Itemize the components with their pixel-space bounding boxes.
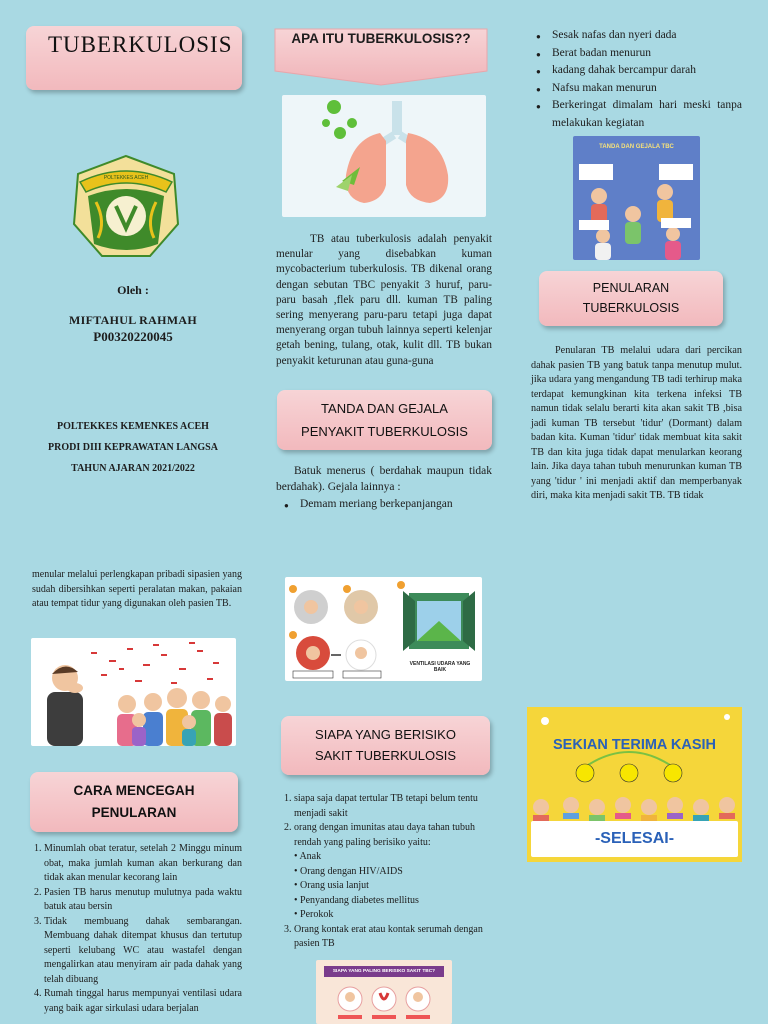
risk-sub-item: • Perokok bbox=[294, 909, 334, 920]
logo-text: POLTEKKES ACEH bbox=[103, 175, 149, 181]
by-label: Oleh : bbox=[117, 283, 149, 297]
lung-illustration bbox=[282, 95, 486, 217]
spread-heading: PENULARAN TUBERKULOSIS bbox=[582, 281, 680, 315]
risk-sub-item: • Orang usia lanjut bbox=[294, 880, 369, 891]
symptom-image-title: TANDA DAN GEJALA TBC bbox=[599, 144, 674, 150]
what-is-heading-box bbox=[273, 27, 489, 87]
tb-description: TB atau tuberkulosis adalah penyakit menular yang disebabkan kuman mycobacterium tuberkulosis. TB dikenal orang dengan sebutan TBC penyakit 3 huruf, paru-paru basah ,flek paru dll. kuman TB paling sering menyerang paru-paru tetapi juga dapat menyerang organ tubuh lainnya seperti kelenjar getah bening, tulang, otak, kulit dll. TB bukan penyakit keturunan atau guna-guna bbox=[276, 233, 492, 367]
list-item: 1. siapa saja dapat tertular TB tetapi belum tentu menjadi sakit bbox=[294, 792, 483, 821]
list-item: ● Berat badan menurun bbox=[534, 45, 742, 63]
list-item: ● Nafsu makan menurun bbox=[534, 80, 742, 98]
author-id: P00320220045 bbox=[93, 329, 173, 344]
institution-line: TAHUN AJARAN 2021/2022 bbox=[71, 463, 195, 474]
institution-line: POLTEKKES KEMENKES ACEH bbox=[57, 421, 209, 432]
risk-sub-item: • Orang dengan HIV/AIDS bbox=[294, 865, 403, 877]
institution-line: PRODI DIII KEPRAWATAN LANGSA bbox=[48, 442, 218, 453]
risk-heading-box bbox=[281, 716, 490, 775]
list-item-text: orang dengan imunitas atau daya tahan tubuh rendah yang paling berisiko yaitu: bbox=[294, 822, 476, 848]
signs-list bbox=[282, 497, 492, 512]
list-item: ● Berkeringat dimalam hari meski tanpa melakukan kegiatan bbox=[534, 97, 742, 132]
risk-image-title: SIAPA YANG PALING BERISIKO SAKIT TBC? bbox=[324, 966, 444, 977]
symptoms-illustration bbox=[573, 136, 700, 260]
spread-heading-box bbox=[539, 271, 723, 326]
list-item: ● Demam meriang berkepanjangan bbox=[282, 497, 492, 512]
brochure-title-box bbox=[26, 26, 242, 90]
thanks-title: SEKIAN TERIMA KASIH bbox=[553, 737, 716, 753]
thanks-end: -SELESAI- bbox=[531, 821, 738, 857]
coughing-illustration bbox=[31, 638, 236, 746]
prevent-heading-box bbox=[30, 772, 238, 832]
spread-continued-text: menular melalui perlengkapan pribadi sipasien yang sudah dibersihkan seperti peralatan makan, pakaian atau tempat tidur yang digunakan oleh pasien TB. bbox=[32, 569, 242, 609]
list-item: ● kadang dahak bercampur darah bbox=[534, 62, 742, 80]
prevention-steps-illustration bbox=[285, 577, 482, 681]
list-item: ● Sesak nafas dan nyeri dada bbox=[534, 27, 742, 45]
risk-sub-item: • Anak bbox=[294, 851, 322, 862]
list-item: 3. Tidak membuang dahak sembarangan. Membuang dahak ditempat khusus dan tertutup seperti kelubang WC atau wastafel dengan mengalirkan atau menyiram air pada dahak yang telah dibuang bbox=[44, 915, 242, 988]
what-is-heading: APA ITU TUBERKULOSIS?? bbox=[291, 31, 471, 46]
institution-block bbox=[0, 416, 266, 479]
thank-you-card bbox=[527, 707, 742, 862]
signs-intro: Batuk menerus ( berdahak maupun tidak berdahak). Gejala lainnya : bbox=[276, 465, 492, 493]
risk-sub-item: • Penyandang diabetes mellitus bbox=[294, 894, 419, 906]
list-item: 2. Pasien TB harus menutup mulutnya pada waktu batuk atau bersin bbox=[44, 886, 242, 915]
prevent-heading: CARA MENCEGAH PENULARAN bbox=[73, 783, 195, 820]
list-item: 3. Orang kontak erat atau kontak serumah dengan pasien TB bbox=[294, 923, 483, 952]
risk-illustration bbox=[316, 960, 452, 1024]
list-item: 1. Minumlah obat teratur, setelah 2 Minggu minum obat, maka jumlah kuman akan berkurang dan tidak akan menular kecorang lain bbox=[44, 842, 242, 886]
spread-text: Penularan TB melalui udara dari percikan dahak pasien TB yang batuk tanpa menutup mulut. jika udara yang mengandung TB tadi terhirup maka terdapat kemungkinan kita terkena infeksi TB namun tidak selalu berarti kita akan sakit TB ,bisa jadi kuman TB tersebut 'tidur' (Dormant) dalam badan kita. Kuman 'tidur' tidak membuat kita sakit TB dan kita juga tidak dapat menularkan keorang lain. Jika daya tahan tubuh menurunkan kuman TB yang 'tidur ' ini menjadi aktif dan memperbanyak diri, maka kita menjadi sakit TB. TB tidak bbox=[531, 345, 742, 501]
ventilation-label: VENTILASI UDARA YANG BAIK bbox=[409, 661, 471, 673]
risk-list bbox=[283, 792, 483, 952]
symptom-list bbox=[534, 27, 742, 132]
risk-heading: SIAPA YANG BERISIKO SAKIT TUBERKULOSIS bbox=[314, 727, 457, 763]
signs-heading-box bbox=[277, 390, 492, 450]
list-item: 4. Rumah tinggal harus mempunyai ventilasi udara yang baik agar sirkulasi udara berjalan bbox=[44, 987, 242, 1016]
poltekkes-logo bbox=[70, 152, 182, 264]
author-name: MIFTAHUL RAHMAH bbox=[69, 313, 197, 327]
prevent-list bbox=[30, 842, 242, 1016]
signs-heading: TANDA DAN GEJALA PENYAKIT TUBERKULOSIS bbox=[301, 401, 468, 439]
brochure-title: TUBERKULOSIS bbox=[48, 32, 233, 57]
list-item bbox=[294, 821, 483, 923]
